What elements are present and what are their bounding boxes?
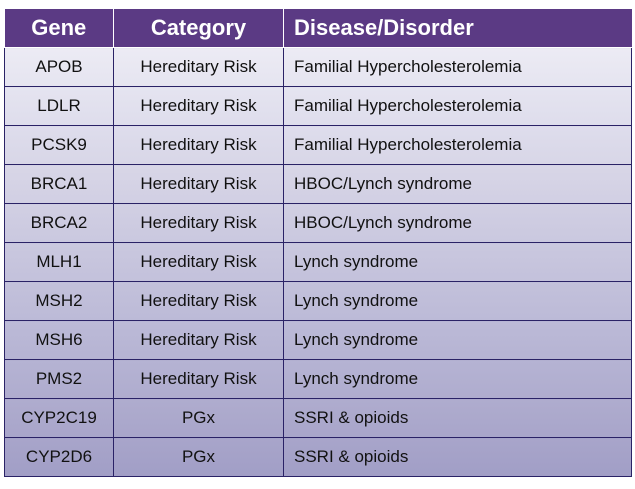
table-header [5, 9, 632, 48]
table-row [5, 48, 632, 87]
category-cell: Hereditary Risk [114, 321, 284, 360]
table-row [5, 399, 632, 438]
disease-cell: Lynch syndrome [284, 360, 632, 399]
category-cell: PGx [114, 438, 284, 477]
header-disease: Disease/Disorder [284, 9, 632, 48]
gene-cell: BRCA1 [5, 165, 114, 204]
disease-cell: Lynch syndrome [284, 321, 632, 360]
disease-cell: Lynch syndrome [284, 282, 632, 321]
gene-cell: PMS2 [5, 360, 114, 399]
gene-cell: MLH1 [5, 243, 114, 282]
table-row [5, 87, 632, 126]
gene-cell: CYP2C19 [5, 399, 114, 438]
gene-cell: APOB [5, 48, 114, 87]
gene-cell: LDLR [5, 87, 114, 126]
table-row [5, 321, 632, 360]
disease-cell: HBOC/Lynch syndrome [284, 165, 632, 204]
category-cell: Hereditary Risk [114, 165, 284, 204]
disease-cell: Lynch syndrome [284, 243, 632, 282]
disease-cell: HBOC/Lynch syndrome [284, 204, 632, 243]
category-cell: Hereditary Risk [114, 360, 284, 399]
gene-cell: CYP2D6 [5, 438, 114, 477]
gene-table [4, 9, 632, 477]
table-row [5, 282, 632, 321]
category-cell: Hereditary Risk [114, 48, 284, 87]
table-row [5, 243, 632, 282]
table-row [5, 360, 632, 399]
table-body [5, 48, 632, 477]
table-row [5, 438, 632, 477]
gene-cell: PCSK9 [5, 126, 114, 165]
disease-cell: Familial Hypercholesterolemia [284, 126, 632, 165]
disease-cell: Familial Hypercholesterolemia [284, 48, 632, 87]
gene-cell: MSH6 [5, 321, 114, 360]
header-gene: Gene [5, 9, 114, 48]
category-cell: Hereditary Risk [114, 282, 284, 321]
gene-cell: BRCA2 [5, 204, 114, 243]
disease-cell: SSRI & opioids [284, 399, 632, 438]
table-row [5, 204, 632, 243]
category-cell: Hereditary Risk [114, 204, 284, 243]
header-category: Category [114, 9, 284, 48]
category-cell: PGx [114, 399, 284, 438]
header-row [5, 9, 632, 48]
disease-cell: SSRI & opioids [284, 438, 632, 477]
category-cell: Hereditary Risk [114, 126, 284, 165]
table-row [5, 126, 632, 165]
gene-cell: MSH2 [5, 282, 114, 321]
category-cell: Hereditary Risk [114, 87, 284, 126]
disease-cell: Familial Hypercholesterolemia [284, 87, 632, 126]
table-row [5, 165, 632, 204]
category-cell: Hereditary Risk [114, 243, 284, 282]
